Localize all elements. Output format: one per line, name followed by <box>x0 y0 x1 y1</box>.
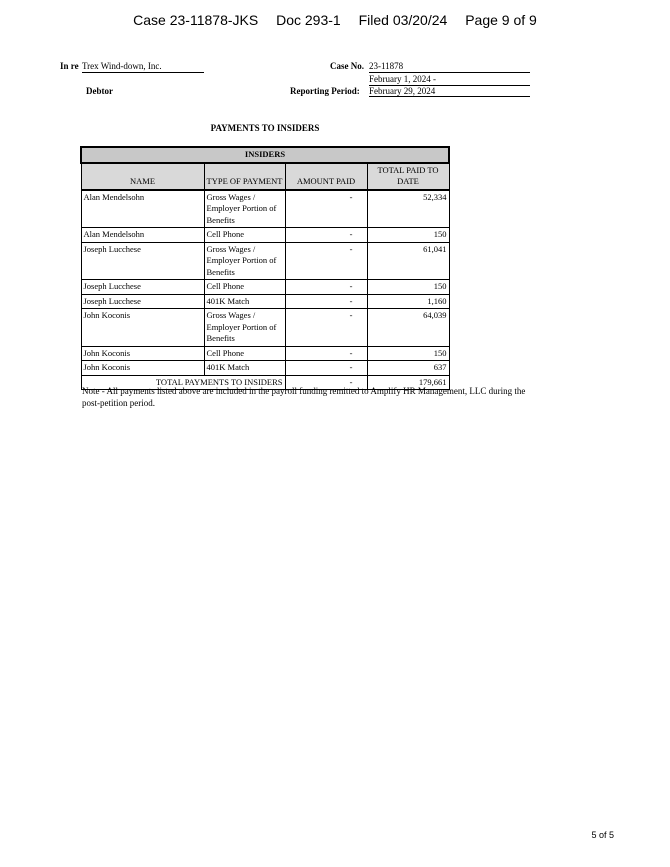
row-type: Gross Wages / Employer Portion of Benefits <box>204 309 285 347</box>
table-row <box>81 346 449 361</box>
row-type: 401K Match <box>204 361 285 376</box>
row-type: Gross Wages / Employer Portion of Benefits <box>204 242 285 280</box>
header-doc: Doc 293-1 <box>276 12 341 28</box>
reporting-period-label: Reporting Period: <box>290 86 360 96</box>
row-amount: - <box>285 309 367 347</box>
debtor-name: Trex Wind-down, Inc. <box>82 61 204 73</box>
row-name: Joseph Lucchese <box>81 242 204 280</box>
row-amount: - <box>285 294 367 309</box>
row-amount: - <box>285 280 367 295</box>
col-header-total: TOTAL PAID TO DATE <box>367 163 449 190</box>
col-header-name: NAME <box>81 163 204 190</box>
row-total: 637 <box>367 361 449 376</box>
row-name: Alan Mendelsohn <box>81 190 204 228</box>
row-amount: - <box>285 242 367 280</box>
row-type: Cell Phone <box>204 280 285 295</box>
row-total: 150 <box>367 228 449 243</box>
row-total: 61,041 <box>367 242 449 280</box>
table-row <box>81 309 449 347</box>
table-row <box>81 242 449 280</box>
row-amount: - <box>285 228 367 243</box>
payroll-note: Note - All payments listed above are included in the payroll funding remitted to Amplify HR Management, LLC during the post-petition period. <box>82 386 526 408</box>
row-amount: - <box>285 190 367 228</box>
row-total: 1,160 <box>367 294 449 309</box>
reporting-period-end: February 29, 2024 <box>369 86 530 97</box>
header-page: Page 9 of 9 <box>465 12 537 28</box>
table-header-row <box>81 163 449 190</box>
row-type: Cell Phone <box>204 346 285 361</box>
row-name: Joseph Lucchese <box>81 280 204 295</box>
total-to-date: 179,661 <box>367 375 449 390</box>
row-total: 64,039 <box>367 309 449 347</box>
row-name: Alan Mendelsohn <box>81 228 204 243</box>
debtor-label: Debtor <box>86 86 113 96</box>
filing-header <box>0 12 670 28</box>
col-header-type: TYPE OF PAYMENT <box>204 163 285 190</box>
insiders-table <box>80 146 450 390</box>
in-re-label: In re <box>60 61 79 71</box>
header-case: Case 23-11878-JKS <box>133 12 259 28</box>
header-filed: Filed 03/20/24 <box>358 12 448 28</box>
row-amount: - <box>285 346 367 361</box>
case-no-label: Case No. <box>330 61 364 71</box>
reporting-period-start: February 1, 2024 - <box>369 74 530 86</box>
row-total: 52,334 <box>367 190 449 228</box>
row-amount: - <box>285 361 367 376</box>
row-total: 150 <box>367 346 449 361</box>
total-label: TOTAL PAYMENTS TO INSIDERS <box>81 375 285 390</box>
case-no-value: 23-11878 <box>369 61 530 73</box>
col-header-amount: AMOUNT PAID <box>285 163 367 190</box>
page-number: 5 of 5 <box>591 830 614 840</box>
row-name: John Koconis <box>81 309 204 347</box>
table-title: INSIDERS <box>81 147 449 163</box>
table-title-row <box>81 147 449 163</box>
table-row <box>81 361 449 376</box>
table-row <box>81 280 449 295</box>
table-row <box>81 228 449 243</box>
total-amount: - <box>285 375 367 390</box>
row-name: John Koconis <box>81 361 204 376</box>
row-name: Joseph Lucchese <box>81 294 204 309</box>
row-total: 150 <box>367 280 449 295</box>
row-type: Gross Wages / Employer Portion of Benefits <box>204 190 285 228</box>
section-title: PAYMENTS TO INSIDERS <box>210 123 320 133</box>
row-name: John Koconis <box>81 346 204 361</box>
row-type: Cell Phone <box>204 228 285 243</box>
table-row <box>81 190 449 228</box>
row-type: 401K Match <box>204 294 285 309</box>
table-row <box>81 294 449 309</box>
